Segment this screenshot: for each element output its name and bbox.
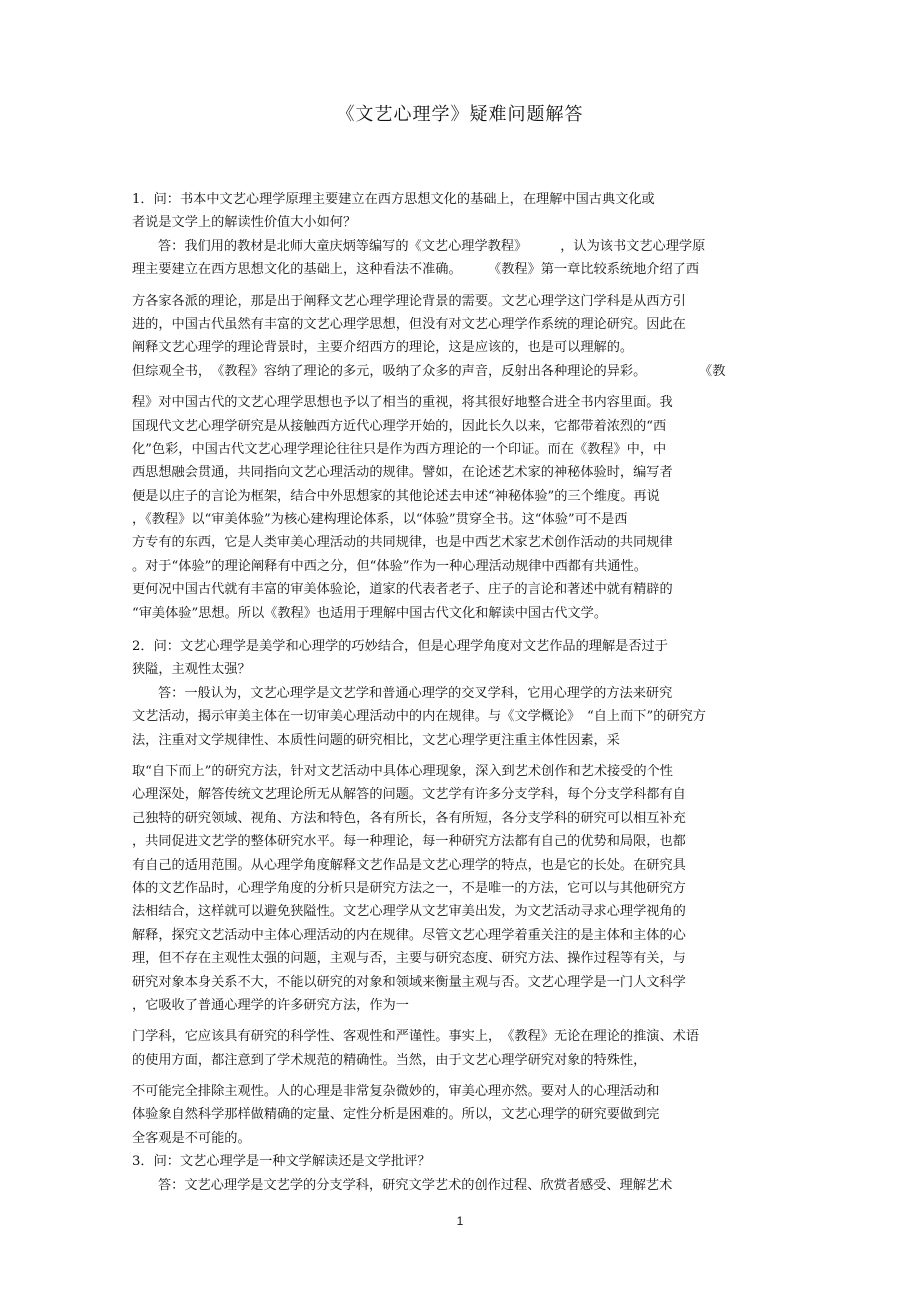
text-line: 的使用方面，都注意到了学术规范的精确性。当然，由于文艺心理学研究对象的特殊性， [132,1052,647,1068]
text-line: 狭隘，主观性太强？ [132,662,251,678]
document-title: 《文艺心理学》疑难问题解答 [336,104,584,125]
text-line: 方专有的东西，它是人类审美心理活动的共同规律，也是中西艺术家艺术创作活动的共同规律 [132,535,673,551]
text-line: 。对于“体验”的理论阐释有中西之分，但“体验”作为一种心理活动规律中西都有共通性。 [132,558,647,574]
text-line: 国现代文艺心理学研究是从接触西方近代心理学开始的，因此长久以来，它都带着浓烈的“西 [132,418,667,434]
text-line: ，《教程》以“审美体验”为核心建构理论体系，以“体验”贯穿全书。这“体验”可不是西 [132,512,628,528]
text-line: 解释，探究文艺活动中主体心理活动的内在规律。尽管文艺心理学着重关注的是主体和主体的心 [132,927,686,943]
text-line: 2．问：文艺心理学是美学和心理学的巧妙结合，但是心理学角度对文艺作品的理解是否过于 [132,639,668,655]
text-line: 取“自下而上”的研究方法，针对文艺活动中具体心理现象，深入到艺术创作和艺术接受的个性 [132,763,673,779]
text-line: 者说是文学上的解读性价值大小如何？ [132,215,357,231]
text-line: 更何况中国古代就有丰富的审美体验论，道家的代表者老子、庄子的言论和著述中就有精辟的 [132,582,673,598]
text-line: 化”色彩，中国古代文艺心理学理论往往只是作为西方理论的一个印证。而在《教程》中，中 [132,441,667,457]
text-line: 程》对中国古代的文艺心理学思想也予以了相当的重视，将其很好地整合进全书内容里面。我 [132,395,673,411]
text-line: 答：一般认为，文艺心理学是文艺学和普通心理学的交叉学科，它用心理学的方法来研究 [158,685,673,701]
text-line: 方各家各派的理论，那是出于阐释文艺心理学理论背景的需要。文艺心理学这门学科是从西方引 [132,293,686,309]
document-body [132,188,792,1197]
text-line: ，它吸收了普通心理学的许多研究方法，作为一 [132,997,409,1013]
text-line: 门学科，它应该具有研究的科学性、客观性和严谨性。事实上， 《教程》无论在理论的推演、术语 [132,1029,700,1045]
text-line: 己独特的研究领域、视角、方法和特色，各有所长，各有所短，各分支学科的研究可以相互补充 [132,810,686,826]
text-line: 阐释文艺心理学的理论背景时，主要介绍西方的理论，这是应该的，也是可以理解的。 [132,340,634,356]
text-line: 但综观全书， 《教程》容纳了理论的多元，吸纳了众多的声音，反射出各种理论的异彩。 《教 [132,363,726,379]
text-line: 西思想融会贯通，共同指向文艺心理活动的规律。譬如，在论述艺术家的神秘体验时，编写者 [132,465,673,481]
text-line: 答：文艺心理学是文艺学的分支学科，研究文学艺术的创作过程、欣赏者感受、理解艺术 [158,1177,673,1193]
text-line: 理主要建立在西方思想文化的基础上，这种看法不准确。 《教程》第一章比较系统地介绍了西 [132,262,700,278]
text-line: 答：我们用的教材是北师大童庆炳等编写的《文艺心理学教程》 ，认为该书文艺心理学原 [158,238,706,254]
text-line: 体的文艺作品时，心理学角度的分析只是研究方法之一，不是唯一的方法，它可以与其他研究方 [132,880,686,896]
text-line: 文艺活动，揭示审美主体在一切审美心理活动中的内在规律。与《文学概论》 “自上而下”的研究方 [132,709,706,725]
text-line: 不可能完全排除主观性。人的心理是非常复杂微妙的，审美心理亦然。要对人的心理活动和 [132,1084,660,1100]
text-line: 全客观是不可能的。 [132,1130,251,1146]
text-line: 3．问：文艺心理学是一种文学解读还是文学批评？ [132,1154,431,1170]
page-number: 1 [456,1214,464,1228]
text-line: 法，注重对文学规律性、本质性问题的研究相比，文艺心理学更注重主体性因素，采 [132,732,620,748]
text-line: 理，但不存在主观性太强的问题，主观与否，主要与研究态度、研究方法、操作过程等有关，与 [132,951,686,967]
text-line: 进的，中国古代虽然有丰富的文艺心理学思想，但没有对文艺心理学作系统的理论研究。因此在 [132,316,686,332]
text-line: 便是以庄子的言论为框架，结合中外思想家的其他论述去申述“神秘体验”的三个维度。再说 [132,488,660,504]
text-line: 有自己的适用范围。从心理学角度解释文艺作品是文艺心理学的特点，也是它的长处。在研究具 [132,857,686,873]
text-line: “审美体验”思想。所以《教程》也适用于理解中国古代文化和解读中国古代文学。 [132,605,608,621]
text-line: 研究对象本身关系不大，不能以研究的对象和领域来衡量主观与否。文艺心理学是一门人文科学 [132,974,686,990]
text-line: ，共同促进文艺学的整体研究水平。每一种理论，每一种研究方法都有自己的优势和局限，也都 [132,834,686,850]
text-line: 法相结合，这样就可以避免狭隘性。文艺心理学从文艺审美出发，为文艺活动寻求心理学视角的 [132,904,686,920]
text-line: 1．问：书本中文艺心理学原理主要建立在西方思想文化的基础上，在理解中国古典文化或 [132,192,655,207]
text-line: 体验象自然科学那样做精确的定量、定性分析是困难的。所以，文艺心理学的研究要做到完 [132,1107,660,1123]
text-line: 心理深处，解答传统文艺理论所无从解答的问题。文艺学有许多分支学科，每个分支学科都有自 [132,787,686,803]
